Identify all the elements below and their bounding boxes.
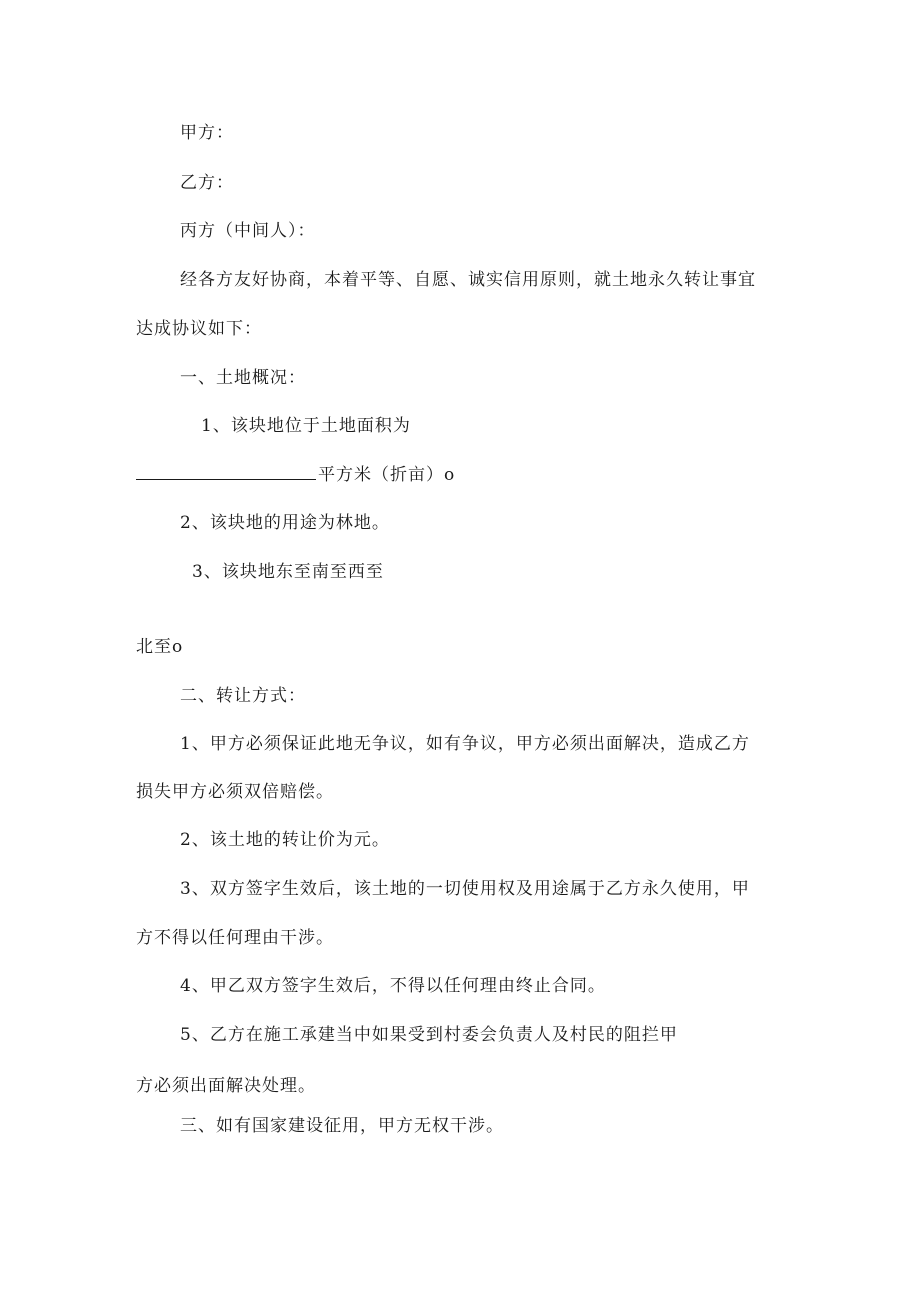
- section-1-item-3-line-1: 3、该块地东至南至西至: [192, 562, 384, 582]
- section-1-item-2: 2、该块地的用途为林地。: [180, 513, 390, 533]
- section-2-item-3-line-2: 方不得以任何理由干涉。: [136, 928, 334, 948]
- section-3-title: 三、如有国家建设征用，甲方无权干涉。: [180, 1116, 504, 1136]
- party-c-label: 丙方（中间人）：: [180, 221, 316, 241]
- section-2-item-1-line-1: 1、甲方必须保证此地无争议，如有争议，甲方必须出面解决，造成乙方: [180, 734, 750, 754]
- section-2-item-1-line-2: 损失甲方必须双倍赔偿。: [136, 782, 334, 802]
- section-1-item-1-line-2: [136, 464, 455, 486]
- party-b-label: 乙方：: [180, 173, 234, 193]
- section-1-item-1-line-1: 1、该块地位于土地面积为: [201, 416, 411, 436]
- section-2-item-2: 2、该土地的转让价为元。: [180, 830, 390, 850]
- area-unit-text: 平方米（折亩）o: [318, 465, 456, 485]
- party-a-label: 甲方：: [180, 123, 234, 143]
- section-2-item-5-line-1: 5、乙方在施工承建当中如果受到村委会负责人及村民的阻拦甲: [180, 1025, 678, 1045]
- area-blank-underline: [136, 465, 316, 480]
- preamble-line-2: 达成协议如下：: [136, 319, 262, 339]
- section-1-item-3-line-2: 北至o: [136, 637, 184, 657]
- preamble-line-1: 经各方友好协商，本着平等、自愿、诚实信用原则，就土地永久转让事宜: [180, 270, 756, 290]
- section-2-item-5-line-2: 方必须出面解决处理。: [136, 1076, 316, 1096]
- section-2-title: 二、转让方式：: [180, 686, 306, 706]
- section-2-item-3-line-1: 3、双方签字生效后，该土地的一切使用权及用途属于乙方永久使用，甲: [180, 879, 750, 899]
- section-2-item-4: 4、甲乙双方签字生效后，不得以任何理由终止合同。: [180, 976, 606, 996]
- section-1-title: 一、土地概况：: [180, 368, 306, 388]
